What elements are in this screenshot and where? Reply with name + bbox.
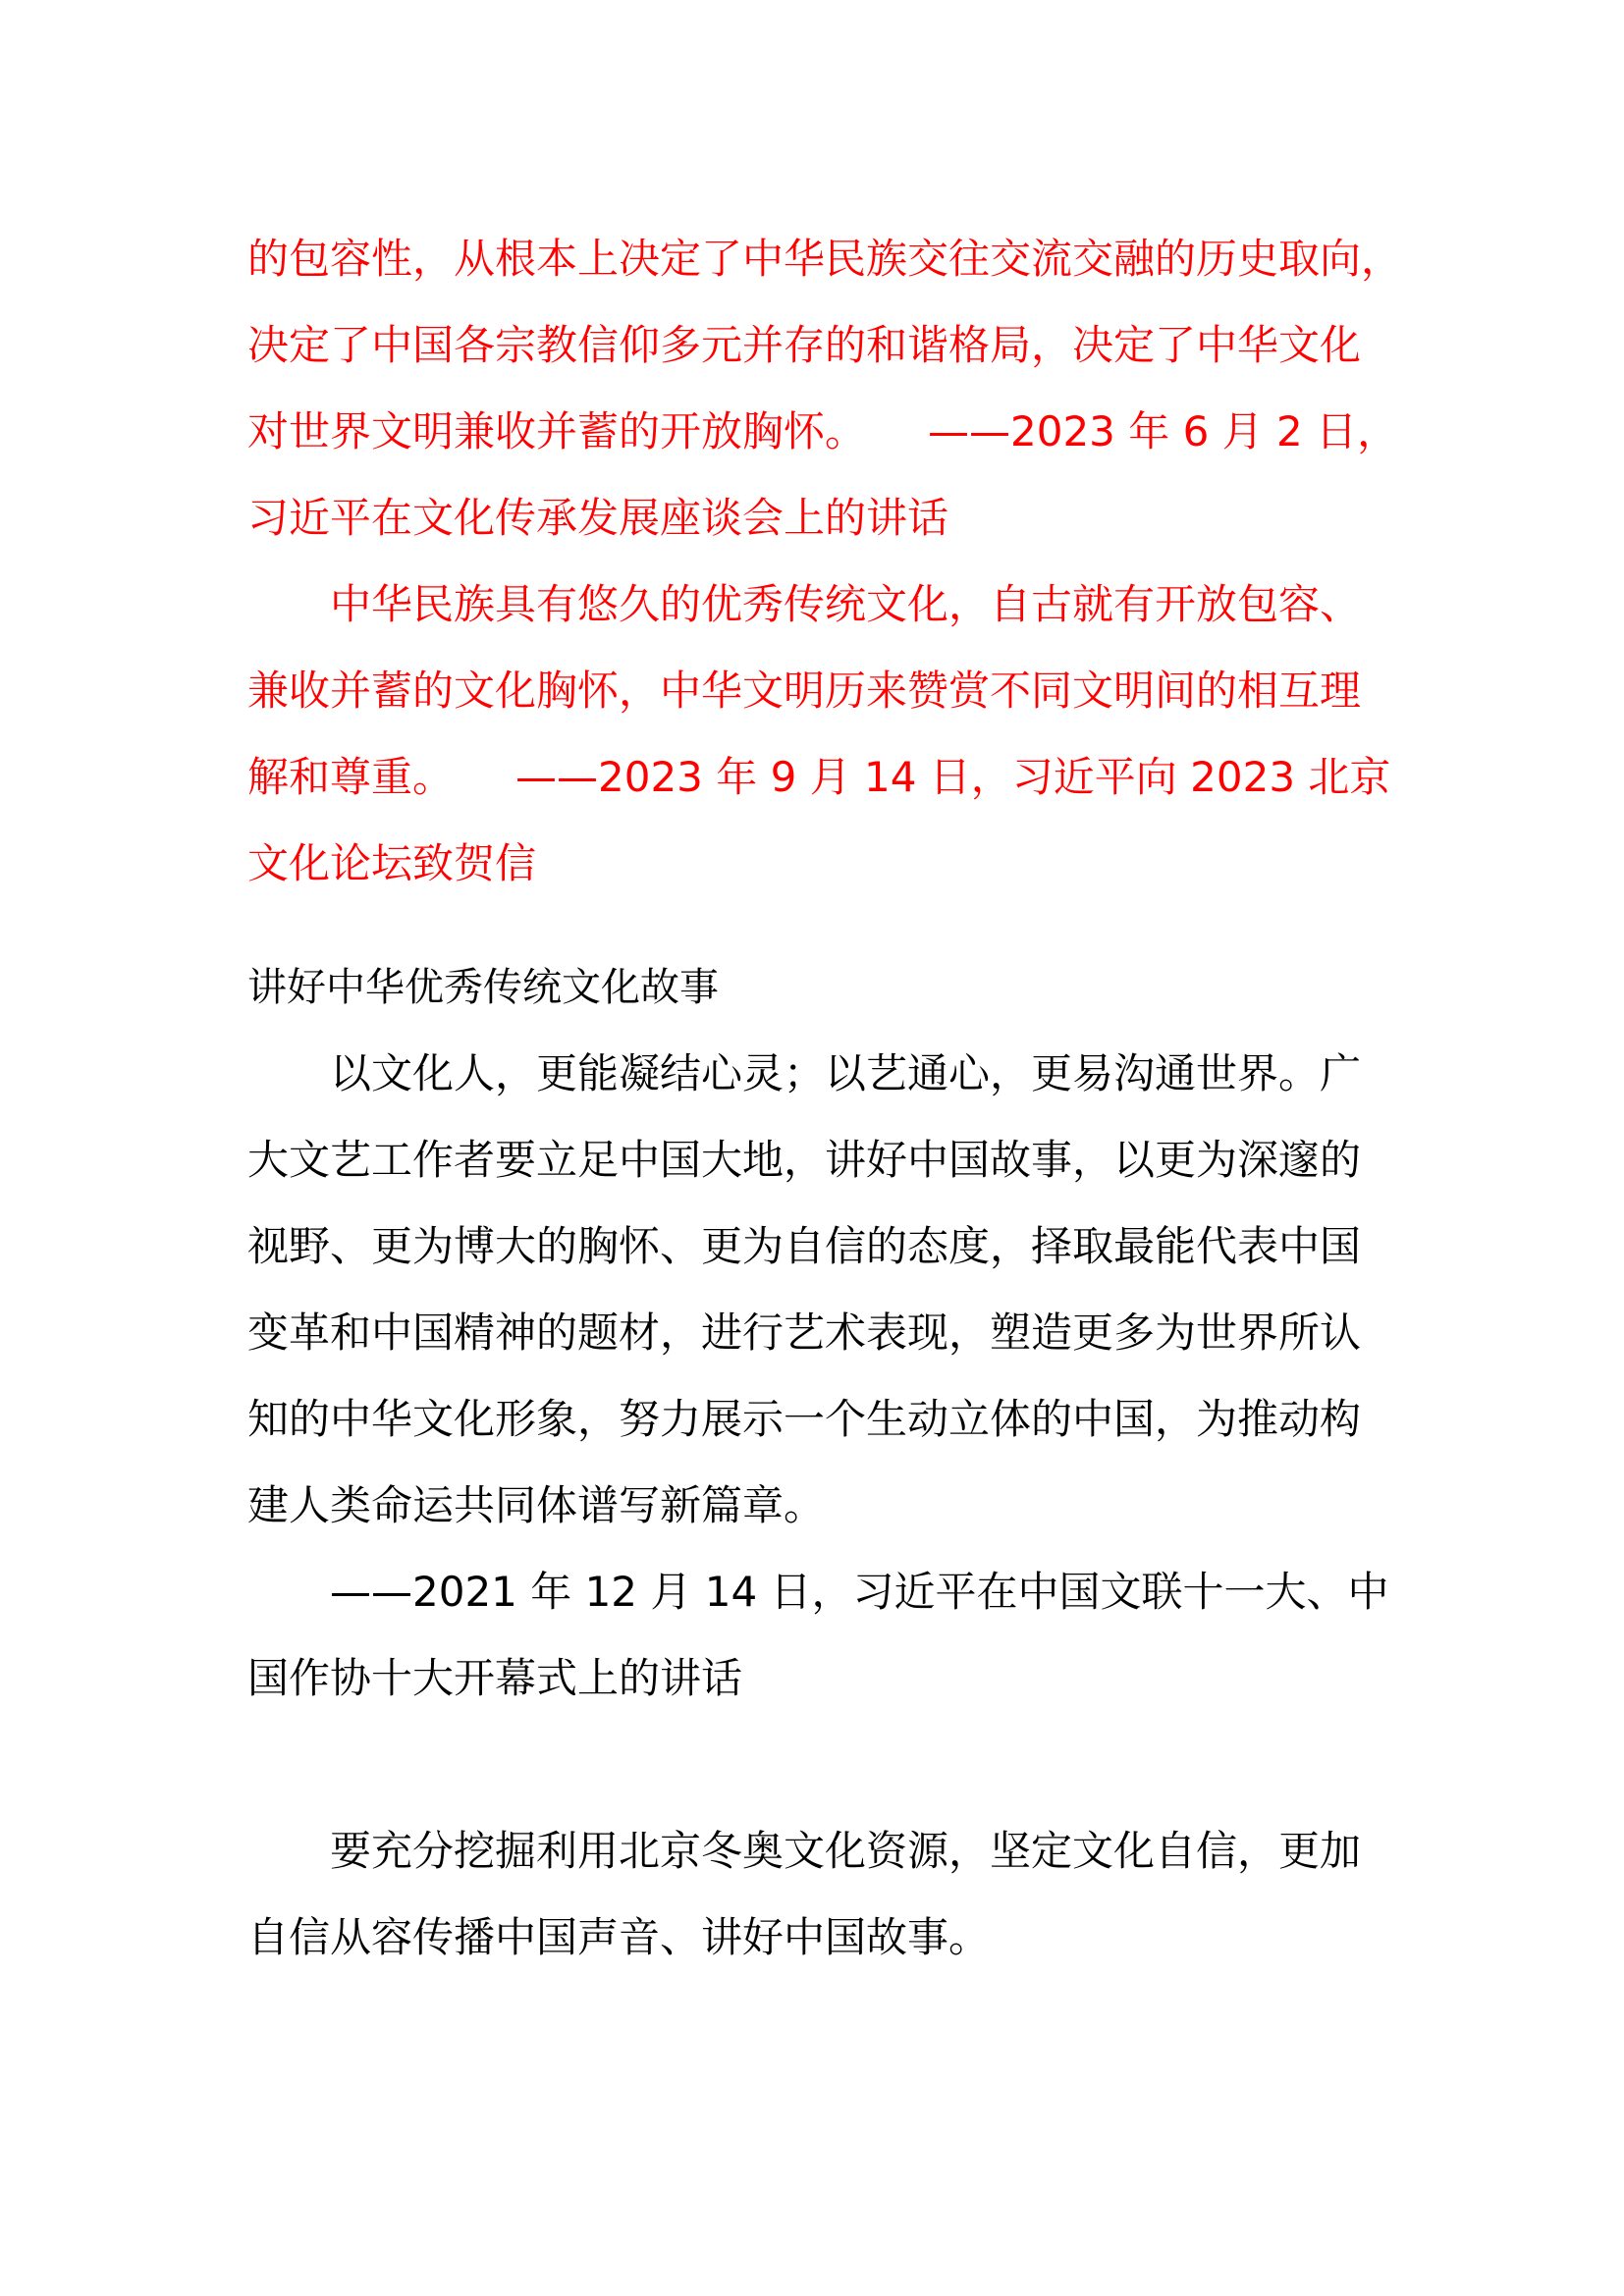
paragraph2-line-2: 自信从容传播中国声音、讲好中国故事。 (247, 1913, 991, 1961)
section-heading-block (247, 944, 1386, 1031)
source1-line-2: 国作协十大开幕式上的讲话 (247, 1654, 743, 1702)
quote2-line-2: 兼收并蓄的文化胸怀，中华文明历来赞赏不同文明间的相互理 (247, 667, 1362, 715)
source-citation-2021 (247, 1549, 1389, 1722)
paragraph-tell-china-stories (247, 1031, 1386, 1549)
paragraph2-line-1: 要充分挖掘利用北京冬奥文化资源，坚定文化自信，更加 (330, 1827, 1362, 1875)
paragraph1-line-5: 知的中华文化形象，努力展示一个生动立体的中国，为推动构 (247, 1395, 1362, 1443)
paragraph1-line-3: 视野、更为博大的胸怀、更为自信的态度，择取最能代表中国 (247, 1222, 1362, 1270)
quote1-line-1: 的包容性，从根本上决定了中华民族交往交流交融的历史取向， (247, 235, 1403, 283)
quote-block-beijing-forum (247, 561, 1391, 907)
paragraph1-line-2: 大文艺工作者要立足中国大地，讲好中国故事，以更为深邃的 (247, 1136, 1362, 1184)
quote2-line-3: 解和尊重。 ——2023 年 9 月 14 日，习近平向 2023 北京 (247, 753, 1391, 801)
quote-block-cultural-inclusiveness (247, 216, 1403, 561)
section-heading: 讲好中华优秀传统文化故事 (247, 965, 719, 1010)
paragraph1-line-4: 变革和中国精神的题材，进行艺术表现，塑造更多为世界所认 (247, 1308, 1362, 1357)
source1-line-1: ——2021 年 12 月 14 日，习近平在中国文联十一大、中 (330, 1568, 1389, 1616)
quote2-line-1: 中华民族具有悠久的优秀传统文化，自古就有开放包容、 (330, 580, 1362, 628)
quote1-line-4: 习近平在文化传承发展座谈会上的讲话 (247, 494, 949, 542)
paragraph1-line-6: 建人类命运共同体谱写新篇章。 (247, 1481, 826, 1529)
paragraph1-line-1: 以文化人，更能凝结心灵；以艺通心，更易沟通世界。广 (330, 1049, 1362, 1097)
quote2-line-4: 文化论坛致贺信 (247, 839, 537, 887)
quote1-line-2: 决定了中国各宗教信仰多元并存的和谐格局，决定了中华文化 (247, 321, 1362, 369)
paragraph-winter-olympics-culture (247, 1808, 1386, 1981)
quote1-line-3: 对世界文明兼收并蓄的开放胸怀。 ——2023 年 6 月 2 日， (247, 407, 1399, 455)
